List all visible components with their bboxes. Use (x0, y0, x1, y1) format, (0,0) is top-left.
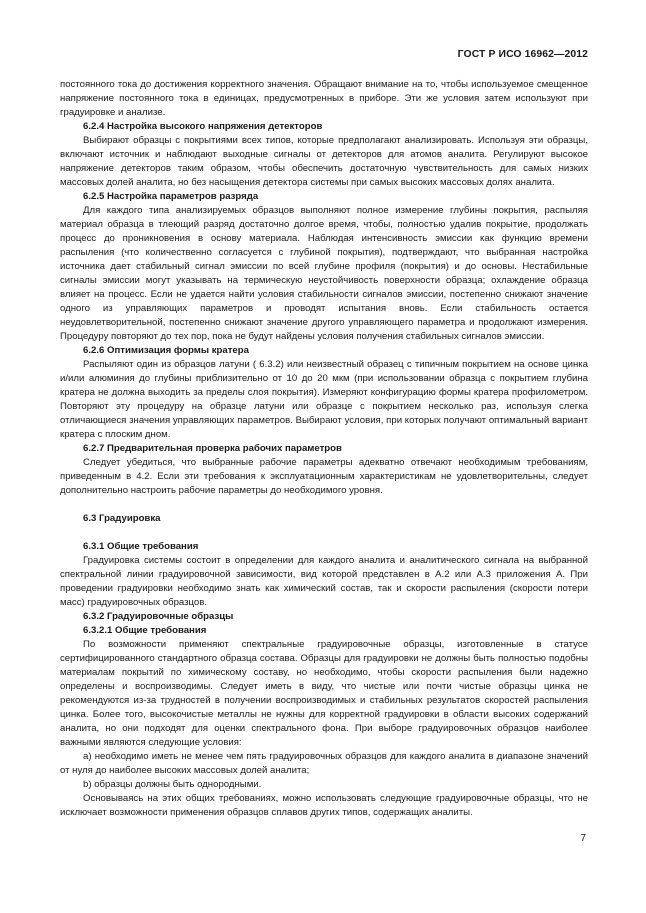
paragraph: b) образцы должны быть однородными. (83, 779, 262, 790)
paragraph: Основываясь на этих общих требованиях, можно использовать следующие градуировочные образцы, что не исключает возможности применения образцов сплавов других типов, содержащих аналиты. (60, 793, 588, 818)
page-number: 7 (580, 833, 586, 844)
section-heading: 6.2.4 Настройка высокого напряжения детекторов (83, 121, 323, 132)
document-header: ГОСТ Р ИСО 16962—2012 (457, 49, 588, 60)
paragraph: Распыляют один из образцов латуни ( 6.3.2) или неизвестный образец с типичным покрытием на основе цинка и/или алюминия до глубины приблизительно от 10 до 20 мкм (при использовании образца с покрытием глубина кратера не должна выходить за пределы слоя покрытия). Измеряют конфигурацию формы кратера профилометром. Повторяют эту процедуру на образце латуни или образце с покрытием несколько раз, используя слегка отличающиеся значения управляющих параметров. Выбирают условия, при которых получают оптимальный вариант кратера с плоским дном. (60, 359, 588, 440)
paragraph: Градуировка системы состоит в определении для каждого аналита и аналитического сигнала на выбранной спектральной линии градуировочной зависимости, вид которой представлен в А.2 или А.3 приложения А. При проведении градуировки необходимо знать как химический состав, так и скорости распыления (скорости потери масс) градуировочных образцов. (60, 555, 588, 608)
section-heading: 6.3 Градуировка (83, 513, 161, 524)
section-heading: 6.2.5 Настройка параметров разряда (83, 191, 259, 202)
paragraph: Следует убедиться, что выбранные рабочие параметры адекватно отвечают необходимым требованиям, приведенным в 4.2. Если эти требования к эксплуатационным характеристикам не удовлетворительны, следует дополнительно настроить рабочие параметры до необходимого уровня. (60, 457, 588, 496)
paragraph: Для каждого типа анализируемых образцов выполняют полное измерение глубины покрытия, распыляя материал образца в тлеющий разряд достаточно долгое время, чтобы, полностью удалив покрытие, продолжать процесс до проникновения в основу материала. Наблюдая интенсивность эмиссии как функцию времени распыления (что количественно согласуется с глубиной покрытия), подтверждают, что выбранная настройка источника дает стабильный сигнал эмиссии по всей глубине профиля (покрытия) и до основы. Нестабильные сигналы эмиссии могут указывать на термическую неустойчивость поверхности образца; охлаждение образца влияет на процесс. Если не удается найти условия стабильности сигналов эмиссии, постепенно снижают значение одного из управляющих параметров и проводят испытания вновь. Если стабильность остается неудовлетворительной, постепенно снижают значение другого управляющего параметра и продолжают измерения. Процедуру повторяют до тех пор, пока не будут найдены условия получения стабильных сигналов эмиссии. (60, 205, 588, 342)
section-heading: 6.3.2 Градуировочные образцы (83, 611, 234, 622)
paragraph: постоянного тока до достижения корректного значения. Обращают внимание на то, чтобы используемое смещенное напряжение постоянного тока в единицах, предусмотренных в приборе. Эти же условия затем используют при градуировке и анализе. (60, 79, 588, 118)
section-heading: 6.2.7 Предварительная проверка рабочих параметров (83, 443, 342, 454)
section-heading: 6.2.6 Оптимизация формы кратера (83, 345, 249, 356)
paragraph: a) необходимо иметь не менее чем пять градуировочных образцов для каждого аналита в диапазоне значений от нуля до наиболее высоких массовых долей аналита; (60, 751, 588, 776)
paragraph: По возможности применяют спектральные градуировочные образцы, изготовленные в статусе сертифицированного стандартного образца состава. Образцы для градуировки не должны быть полностью подобны материалам покрытий по химическому составу, но необходимо, чтобы скорости распыления были надежно определены и воспроизводимы. Следует иметь в виду, что чистые или почти чистые образцы цинка не рекомендуются из-за трудностей в получении воспроизводимых и стабильных результатов скоростей распыления цинка. Более того, высокочистые металлы не нужны для корректной градуировки в области высоких содержаний аналита, но они подходят для оценки спектрального фона. При выборе градуировочных образцов наиболее важными являются следующие условия: (60, 639, 588, 748)
paragraph: Выбирают образцы с покрытиями всех типов, которые предполагают анализировать. Используя эти образцы, включают источник и наблюдают выходные сигналы от детекторов для атомов аналита. Регулируют высокое напряжение детекторов таким образом, чтобы обеспечить достаточную чувствительность для самых низких массовых долей аналита, но без насыщения детектора системы при самых высоких массовых долях аналита. (60, 135, 588, 188)
document-body (60, 78, 588, 820)
section-heading: 6.3.1 Общие требования (83, 541, 199, 552)
section-heading: 6.3.2.1 Общие требования (83, 625, 207, 636)
